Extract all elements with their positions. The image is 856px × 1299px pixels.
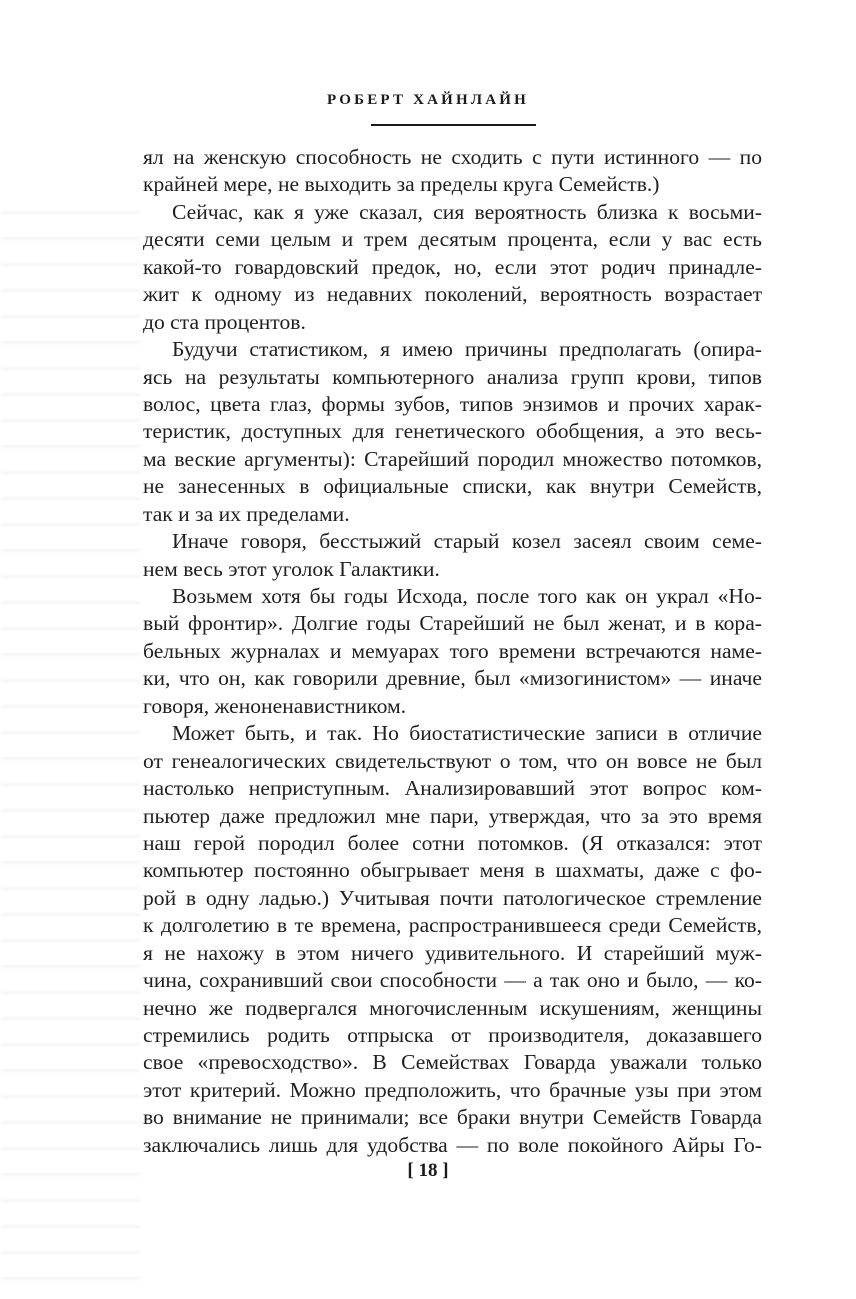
text-line: Сейчас, как я уже сказал, сия вероятность близка к восьми- — [172, 199, 762, 224]
text-line: крайней мере, не выходить за пределы круга Семейств.) — [143, 172, 660, 197]
text-line: волос, цвета глаз, формы зубов, типов энзимов и прочих харак- — [143, 391, 762, 416]
text-line: во внимание не принимали; все браки внутри Семейств Говарда — [143, 1105, 762, 1130]
running-head: РОБЕРТ ХАЙНЛАЙН — [326, 92, 530, 108]
text-line: ма веские аргументы): Старейший породил множество потомков, — [143, 446, 762, 471]
text-line: я не нахожу в этом ничего удивительного. И старейший муж- — [143, 940, 762, 965]
text-line: от генеалогических свидетельствуют о том, что он вовсе не был — [143, 748, 762, 773]
text-line: Возьмем хотя бы годы Исхода, после того как он украл «Но- — [172, 584, 762, 608]
text-line: этот критерий. Можно предположить, что брачные узы при этом — [143, 1077, 762, 1102]
text-line: какой-то говардовский предок, но, если этот родич принадле- — [143, 254, 762, 279]
text-line: пьютер даже предложил мне пари, утверждая, что за это время — [143, 803, 762, 828]
body-text — [143, 144, 762, 1159]
text-line: вый фронтир». Долгие годы Старейший не был женат, и в кора- — [143, 611, 762, 636]
text-line: говоря, женоненавистником. — [143, 693, 407, 718]
text-line: так и за их пределами. — [143, 501, 350, 526]
text-line: наш герой породил более сотни потомков. (Я отказался: этот — [143, 830, 762, 855]
text-line: компьютер постоянно обыгрывает меня в шахматы, даже с фо- — [143, 858, 762, 883]
show-through-texture — [0, 200, 140, 1290]
text-line: нем весь этот уголок Галактики. — [143, 556, 440, 581]
text-line: нечно же подвергался многочисленным искушениям, женщины — [143, 995, 762, 1020]
text-line: не занесенных в официальные списки, как внутри Семейств, — [143, 474, 762, 499]
text-line: свое «превосходство». В Семействах Говарда уважали только — [143, 1050, 762, 1075]
page-number: [ 18 ] — [407, 1160, 449, 1181]
text-line: Может быть, и так. Но биостатистические записи в отличие — [172, 721, 762, 746]
text-line: Будучи статистиком, я имею причины предполагать (опира- — [172, 337, 762, 362]
text-line: Иначе говоря, бесстыжий старый козел засеял своим семе- — [172, 529, 762, 554]
text-line: ял на женскую способность не сходить с пути истинного — по — [143, 145, 762, 169]
text-line: до ста процентов. — [143, 309, 306, 334]
text-line: ки, что он, как говорили древние, был «мизогинистом» — иначе — [143, 666, 762, 691]
text-line: ясь на результаты компьютерного анализа групп крови, типов — [143, 364, 762, 389]
text-line: рой в одну ладью.) Учитывая почти патологическое стремление — [143, 885, 762, 910]
text-line: жит к одному из недавних поколений, вероятность возрастает — [143, 282, 762, 307]
text-line: стремились родить отпрыска от производителя, доказавшего — [143, 1023, 762, 1047]
text-line: десяти семи целым и трем десятым процента, если у вас есть — [143, 227, 762, 252]
text-line: теристик, доступных для генетического обобщения, а это весь- — [143, 419, 762, 444]
text-line: заключались лишь для удобства — по воле покойного Айры Го- — [143, 1132, 762, 1157]
text-line: настолько неприступным. Анализировавший этот вопрос ком- — [143, 776, 762, 801]
running-head-rule — [371, 124, 536, 126]
text-line: чина, сохранивший свои способности — а так оно и было, — ко- — [143, 968, 762, 993]
text-line: к долголетию в те времена, распространившееся среди Семейств, — [143, 913, 762, 938]
text-line: бельных журналах и мемуарах того времени встречаются наме- — [143, 638, 762, 663]
